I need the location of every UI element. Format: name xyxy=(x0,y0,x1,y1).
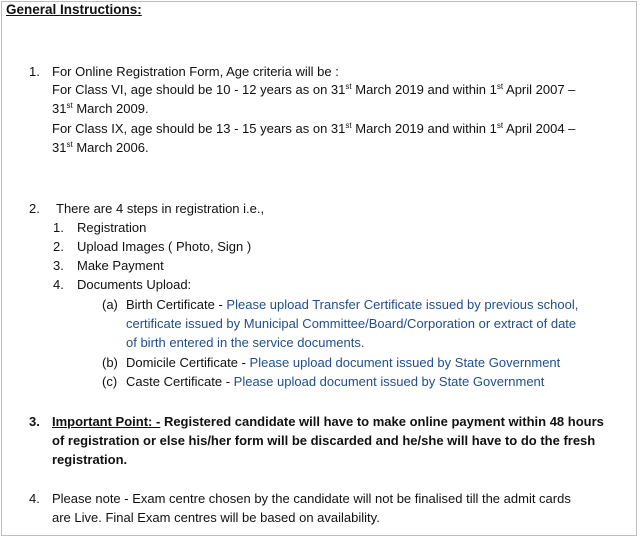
doc-birth-detail: certificate issued by Municipal Committee/Board/Corporation or extract of date xyxy=(126,316,577,331)
step-number: 1. xyxy=(53,220,64,235)
step-number: 2. xyxy=(53,239,64,254)
page-title: General Instructions: xyxy=(6,2,142,17)
item-4-number: 4. xyxy=(29,491,40,506)
doc-number: (c) xyxy=(102,374,118,389)
step-label: Make Payment xyxy=(77,258,164,273)
item-3-number: 3. xyxy=(29,414,40,429)
class-ix-line-1: For Class IX, age should be 13 - 15 years as on 31st March 2019 and within 1st April 2004 – xyxy=(52,121,576,136)
item-3-line-2: of registration or else his/her form will be discarded and he/she will have to do the fresh xyxy=(52,433,596,448)
item-4-line-2: are Live. Final Exam centres will be based on availability. xyxy=(52,510,380,525)
item-1-intro: For Online Registration Form, Age criteria will be : xyxy=(52,64,339,79)
class-ix-line-2: 31st March 2006. xyxy=(52,140,149,155)
doc-birth-detail: of birth entered in the service documents. xyxy=(126,335,365,350)
step-number: 3. xyxy=(53,258,64,273)
doc-number: (a) xyxy=(102,297,118,312)
doc-domicile-certificate: Domicile Certificate - Please upload document issued by State Government xyxy=(126,355,561,370)
doc-caste-certificate: Caste Certificate - Please upload document issued by State Government xyxy=(126,374,545,389)
item-3-line-1: Important Point: - Registered candidate will have to make online payment within 48 hours xyxy=(52,414,604,429)
step-label: Registration xyxy=(77,220,147,235)
important-point-label: Important Point: - xyxy=(52,414,161,429)
item-3-line-3: registration. xyxy=(52,452,128,467)
step-label: Upload Images ( Photo, Sign ) xyxy=(77,239,252,254)
item-2-number: 2. xyxy=(29,201,40,216)
doc-number: (b) xyxy=(102,355,118,370)
item-2-intro: There are 4 steps in registration i.e., xyxy=(56,201,265,216)
doc-birth-certificate: Birth Certificate - Please upload Transfer Certificate issued by previous school, xyxy=(126,297,579,312)
step-number: 4. xyxy=(53,277,64,292)
item-1-number: 1. xyxy=(29,64,40,79)
item-4-line-1: Please note - Exam centre chosen by the candidate will not be finalised till the admit cards xyxy=(52,491,571,506)
class-vi-line-1: For Class VI, age should be 10 - 12 years as on 31st March 2019 and within 1st April 2007 – xyxy=(52,82,576,97)
class-vi-line-2: 31st March 2009. xyxy=(52,101,149,116)
step-label: Documents Upload: xyxy=(77,277,192,292)
